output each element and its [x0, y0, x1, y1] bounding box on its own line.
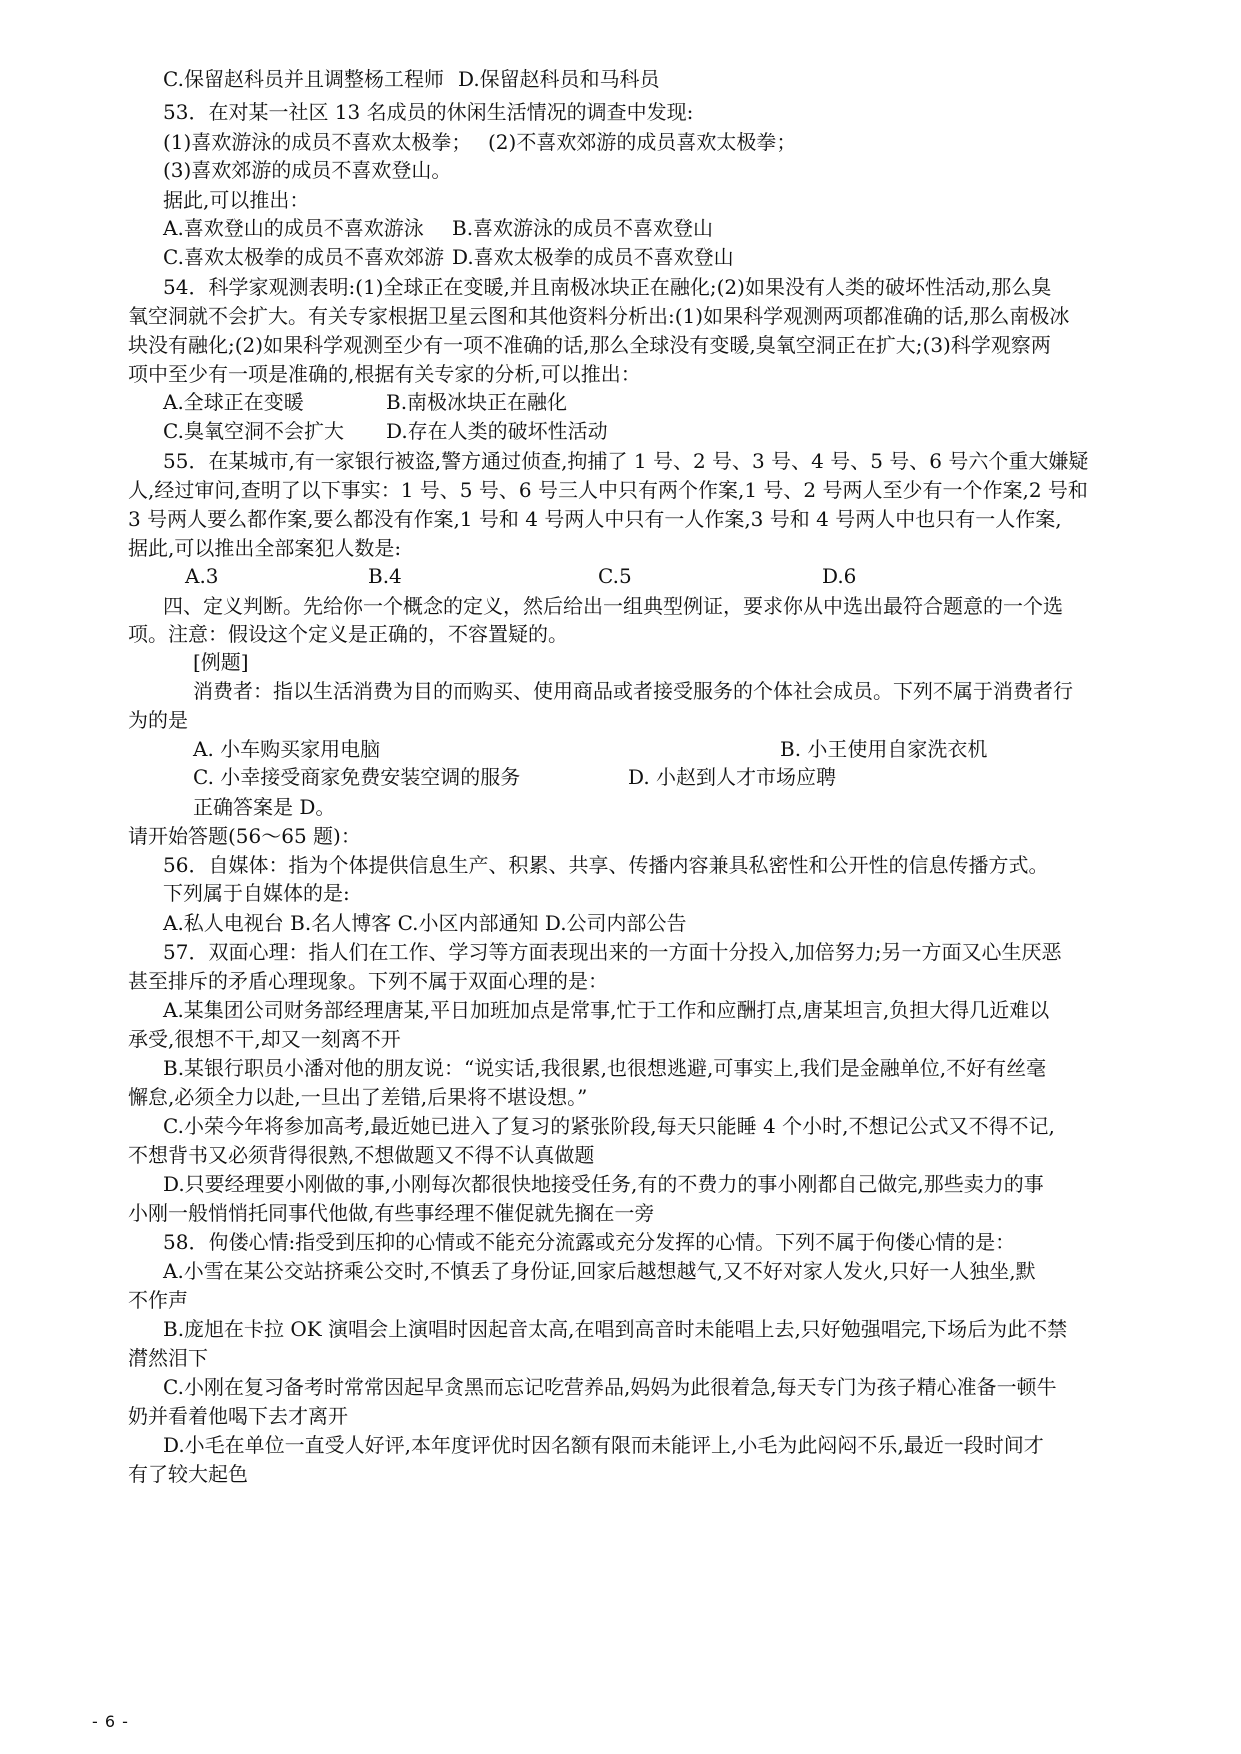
- question-53: 53．在对某一社区 13 名成员的休闲生活情况的调查中发现:: [163, 100, 694, 124]
- text-line: D.保留赵科员和马科员: [458, 67, 660, 91]
- text-line: (1)喜欢游泳的成员不喜欢太极拳；: [163, 130, 472, 154]
- option-line: C.小刚在复习备考时常常因起早贪黑而忘记吃营养品,妈妈为此很着急,每天专门为孩子精心准备一顿牛: [163, 1375, 1057, 1399]
- text-line: 潸然泪下: [128, 1346, 208, 1370]
- option-line: B.庞旭在卡拉 OK 演唱会上演唱时因起音太高,在唱到高音时未能唱上去,只好勉强唱完,下场后为此不禁: [163, 1317, 1068, 1341]
- text-line: 人,经过审问,查明了以下事实：1 号、5 号、6 号三人中只有两个作案,1 号、2 号两人至少有一个作案,2 号和: [128, 478, 1088, 502]
- question-57: 57．双面心理：指人们在工作、学习等方面表现出来的一方面十分投入,加倍努力;另一方面又心生厌恶: [163, 940, 1062, 964]
- question-56: 56．自媒体：指为个体提供信息生产、积累、共享、传播内容兼具私密性和公开性的信息传播方式。: [163, 853, 1049, 877]
- text-line: 据此,可以推出：: [163, 188, 310, 212]
- option-line: D.只要经理要小刚做的事,小刚每次都很快地接受任务,有的不费力的事小刚都自己做完,那些卖力的事: [163, 1172, 1044, 1196]
- option-line: D. 小赵到人才市场应聘: [628, 765, 837, 789]
- text-line: 据此,可以推出全部案犯人数是:: [128, 536, 402, 560]
- text-line: 不作声: [128, 1288, 188, 1312]
- option-line: C.小荣今年将参加高考,最近她已进入了复习的紧张阶段,每天只能睡 4 个小时,不想记公式又不得不记,: [163, 1114, 1055, 1138]
- answer-line: 正确答案是 D。: [193, 795, 336, 819]
- option-line: D.喜欢太极拳的成员不喜欢登山: [452, 245, 734, 269]
- option-line: D.存在人类的破坏性活动: [386, 419, 608, 443]
- option-line: B.某银行职员小潘对他的朋友说：“说实话,我很累,也很想逃避,可事实上,我们是金融单位,不好有丝毫: [163, 1056, 1047, 1080]
- text-line: 小刚一般悄悄托同事代他做,有些事经理不催促就先搁在一旁: [128, 1201, 655, 1225]
- section-heading: 四、定义判断。先给你一个概念的定义，然后给出一组典型例证，要求你从中选出最符合题意的一个选: [163, 594, 1063, 618]
- option-line: B.4: [368, 564, 402, 588]
- option-line: A.私人电视台 B.名人博客 C.小区内部通知 D.公司内部公告: [163, 911, 687, 935]
- instruction-line: 请开始答题(56～65 题)：: [128, 824, 361, 848]
- text-line: 甚至排斥的矛盾心理现象。下列不属于双面心理的是：: [128, 969, 608, 993]
- text-line: 氧空洞就不会扩大。有关专家根据卫星云图和其他资料分析出:(1)如果科学观测两项都准确的话,那么南极冰: [128, 304, 1070, 328]
- option-line: D.小毛在单位一直受人好评,本年度评优时因名额有限而未能评上,小毛为此闷闷不乐,最近一段时间才: [163, 1433, 1044, 1457]
- text-line: 为的是: [128, 708, 188, 732]
- question-54: 54．科学家观测表明:(1)全球正在变暖,并且南极冰块正在融化;(2)如果没有人类的破坏性活动,那么臭: [163, 275, 1052, 299]
- question-55: 55．在某城市,有一家银行被盗,警方通过侦查,拘捕了 1 号、2 号、3 号、4 号、5 号、6 号六个重大嫌疑: [163, 449, 1089, 473]
- text-line: 有了较大起色: [128, 1462, 248, 1486]
- text-line: 消费者：指以生活消费为目的而购买、使用商品或者接受服务的个体社会成员。下列不属于消费者行: [193, 679, 1073, 703]
- text-line: (3)喜欢郊游的成员不喜欢登山。: [163, 158, 452, 182]
- text-line: 块没有融化;(2)如果科学观测至少有一项不准确的话,那么全球没有变暖,臭氧空洞正在扩大;(3)科学观察两: [128, 333, 1051, 357]
- text-line: 下列属于自媒体的是:: [163, 881, 350, 905]
- text-line: C.保留赵科员并且调整杨工程师: [163, 67, 444, 91]
- option-line: A.某集团公司财务部经理唐某,平日加班加点是常事,忙于工作和应酬打点,唐某坦言,负担大得几近难以: [163, 998, 1050, 1022]
- text-line: 项。注意：假设这个定义是正确的，不容置疑的。: [128, 622, 568, 646]
- option-line: A.喜欢登山的成员不喜欢游泳: [163, 216, 424, 240]
- option-line: A.小雪在某公交站挤乘公交时,不慎丢了身份证,回家后越想越气,又不好对家人发火,只好一人独坐,默: [163, 1259, 1036, 1283]
- text-line: 奶并看着他喝下去才离开: [128, 1404, 348, 1428]
- option-line: B.南极冰块正在融化: [386, 390, 568, 414]
- text-line: 不想背书又必须背得很熟,不想做题又不得不认真做题: [128, 1143, 595, 1167]
- option-line: B. 小王使用自家洗衣机: [780, 737, 988, 761]
- option-line: C. 小幸接受商家免费安装空调的服务: [193, 765, 521, 789]
- question-58: 58．佝偻心情:指受到压抑的心情或不能充分流露或充分发挥的心情。下列不属于佝偻心情的是：: [163, 1230, 1016, 1254]
- text-line: 懈怠,必须全力以赴,一旦出了差错,后果将不堪设想。”: [128, 1085, 588, 1109]
- option-line: C.臭氧空洞不会扩大: [163, 419, 344, 443]
- option-line: A. 小车购买家用电脑: [193, 737, 381, 761]
- option-line: D.6: [822, 564, 857, 588]
- text-line: 承受,很想不干,却又一刻离不开: [128, 1027, 401, 1051]
- page-number: - 6 -: [92, 1712, 129, 1731]
- option-line: A.全球正在变暖: [163, 390, 304, 414]
- option-line: C.喜欢太极拳的成员不喜欢郊游: [163, 245, 444, 269]
- text-line: 3 号两人要么都作案,要么都没有作案,1 号和 4 号两人中只有一人作案,3 号和 4 号两人中也只有一人作案,: [128, 507, 1062, 531]
- example-label: [例题]: [193, 650, 249, 674]
- option-line: B.喜欢游泳的成员不喜欢登山: [452, 216, 714, 240]
- text-line: 项中至少有一项是准确的,根据有关专家的分析,可以推出：: [128, 362, 641, 386]
- option-line: A.3: [185, 564, 219, 588]
- text-line: (2)不喜欢郊游的成员喜欢太极拳；: [488, 130, 797, 154]
- option-line: C.5: [598, 564, 632, 588]
